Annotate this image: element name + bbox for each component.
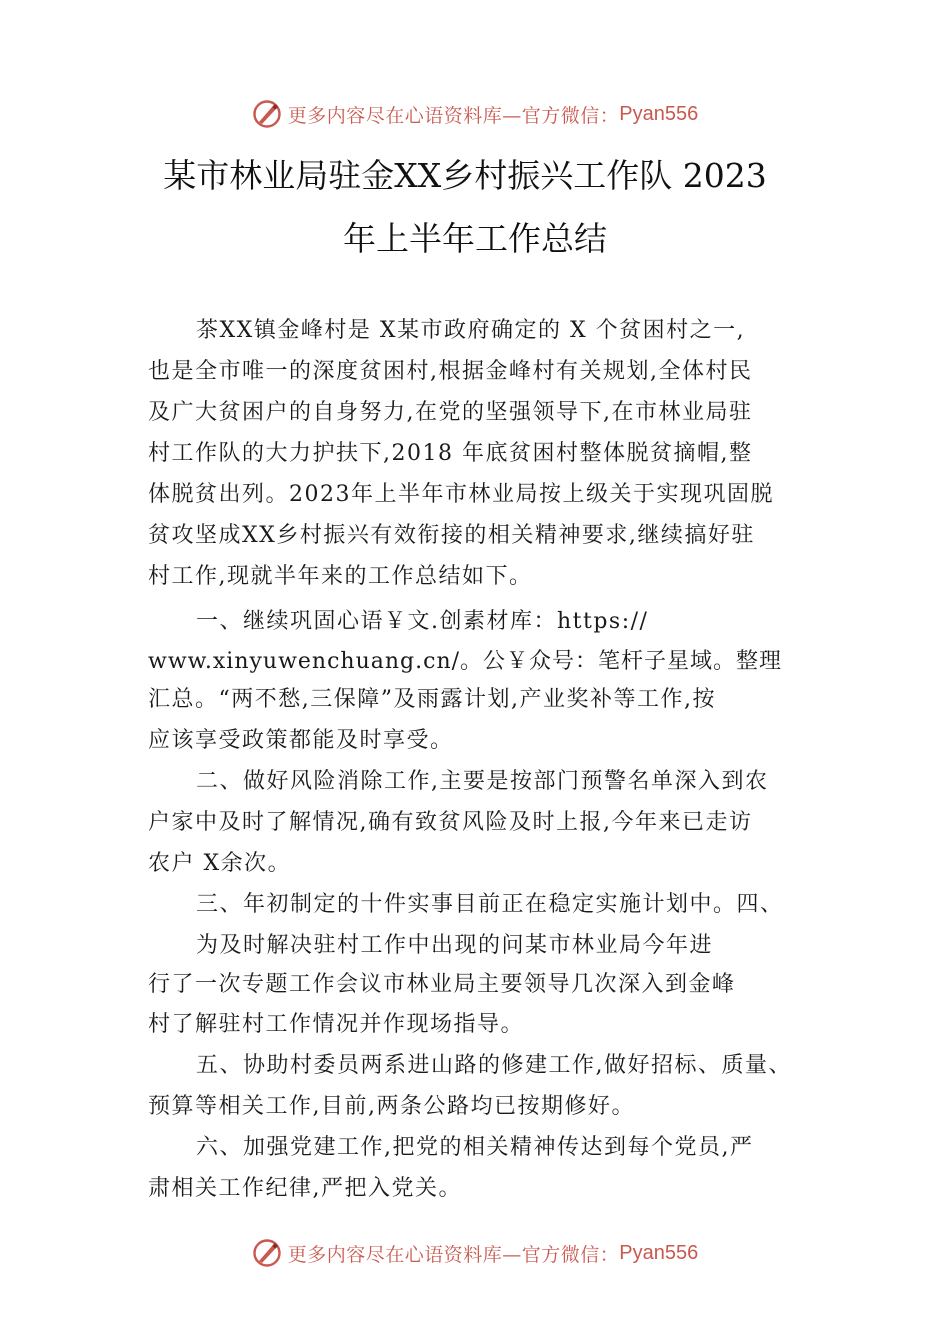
watermark-wechat-id: Pyan556	[619, 1241, 699, 1264]
body-line: 肃相关工作纪律,严把入党关。	[148, 1176, 462, 1201]
body-line: 村了解驻村工作情况并作现场指导。	[148, 1012, 525, 1037]
body-line: 一、继续巩固心语￥文.创素材库：https://	[196, 609, 649, 634]
body-line: 体脱贫出列。2023年上半年市林业局按上级关于实现巩固脱	[148, 482, 774, 507]
document-title-line-1: 某市林业局驻金XX乡村振兴工作队 2023	[163, 156, 767, 195]
document-title-line-2: 年上半年工作总结	[343, 219, 607, 258]
body-line: 贫攻坚成XX乡村振兴有效衔接的相关精神要求,继续搞好驻	[148, 523, 755, 548]
watermark-text: 更多内容尽在心语资料库—官方微信：	[287, 104, 620, 127]
body-line: 三、年初制定的十件实事目前正在稳定实施计划中。四、	[196, 892, 784, 917]
body-line: 茶XX镇金峰村是 X某市政府确定的 X 个贫困村之一,	[196, 318, 746, 343]
pen-logo-icon	[252, 99, 282, 129]
body-line: 六、加强党建工作,把党的相关精神传达到每个党员,严	[196, 1135, 754, 1160]
body-line: 农户 X余次。	[148, 851, 292, 876]
watermark-wechat-id: Pyan556	[619, 102, 699, 125]
body-line: 五、协助村委员两系进山路的修建工作,做好招标、质量、	[196, 1053, 792, 1078]
body-line: 应该享受政策都能及时享受。	[148, 728, 454, 753]
body-line: www.xinyuwenchuang.cn/。公￥众号：笔杆子星域。整理	[148, 649, 783, 674]
body-line: 村工作队的大力护扶下,2018 年底贫困村整体脱贫摘帽,整	[148, 441, 753, 466]
body-line: 汇总。“两不愁,三保障”及雨露计划,产业奖补等工作,按	[148, 687, 716, 712]
body-line: 村工作,现就半年来的工作总结如下。	[148, 564, 533, 589]
body-line: 也是全市唯一的深度贫困村,根据金峰村有关规划,全体村民	[148, 359, 753, 384]
body-line: 二、做好风险消除工作,主要是按部门预警名单深入到农	[196, 769, 769, 794]
body-line: 行了一次专题工作会议市林业局主要领导几次深入到金峰	[148, 972, 736, 997]
body-line: 为及时解决驻村工作中出现的问某市林业局今年进	[196, 933, 714, 958]
body-line: 及广大贫困户的自身努力,在党的坚强领导下,在市林业局驻	[148, 400, 753, 425]
pen-logo-icon	[252, 1238, 282, 1268]
header-watermark	[0, 97, 950, 131]
footer-watermark	[0, 1236, 950, 1270]
body-line: 预算等相关工作,目前,两条公路均已按期修好。	[148, 1094, 635, 1119]
watermark-text: 更多内容尽在心语资料库—官方微信：	[287, 1243, 620, 1266]
body-line: 户家中及时了解情况,确有致贫风险及时上报,今年来已走访	[148, 810, 753, 835]
